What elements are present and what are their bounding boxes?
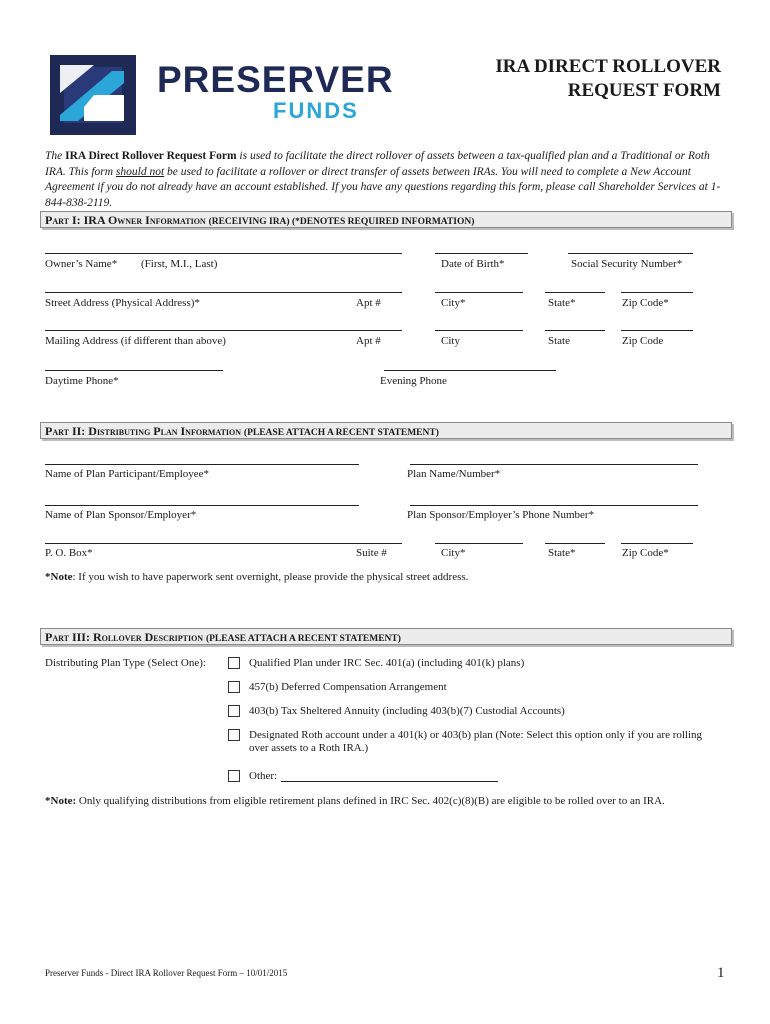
street-label: Street Address (Physical Address)*	[45, 297, 200, 309]
footer-text: Preserver Funds - Direct IRA Rollover Request Form – 10/01/2015	[45, 968, 288, 978]
intro-text: The	[45, 150, 66, 162]
form-title	[495, 55, 721, 103]
mailing-apt-label: Apt #	[356, 335, 381, 347]
ssn-label: Social Security Number*	[571, 258, 683, 270]
ssn-field[interactable]	[568, 253, 693, 254]
option-qualified-checkbox[interactable]	[228, 657, 240, 669]
plan-name-field[interactable]	[410, 464, 698, 465]
participant-label: Name of Plan Participant/Employee*	[45, 468, 210, 480]
owner-name-label: Owner’s Name*	[45, 258, 118, 270]
day-phone-label: Daytime Phone*	[45, 375, 119, 387]
plan-type-label: Distributing Plan Type (Select One):	[45, 657, 206, 669]
note-text: Only qualifying distributions from eligible retirement plans defined in IRC Sec. 402(c)(8)(B) are eligible to be rolled over to an IRA.	[76, 795, 665, 807]
plan-zip-field[interactable]	[621, 543, 693, 544]
sponsor-phone-field[interactable]	[410, 505, 698, 506]
brand-subname: FUNDS	[273, 98, 359, 123]
page-number: 1	[717, 965, 725, 981]
form-title-line2: REQUEST FORM	[567, 80, 721, 101]
part3-header	[40, 628, 732, 645]
owner-name-field[interactable]	[45, 253, 402, 254]
mailing-zip-label: Zip Code	[622, 335, 664, 347]
participant-field[interactable]	[45, 464, 359, 465]
plan-zip-label: Zip Code*	[622, 547, 669, 559]
mailing-zip-field[interactable]	[621, 330, 693, 331]
eve-phone-field[interactable]	[384, 370, 556, 371]
part2-note	[45, 571, 468, 584]
part2-title: Part II: Distributing Plan Information	[45, 424, 242, 438]
part1-subtitle: (RECEIVING IRA) (*DENOTES REQUIRED INFORMATION)	[208, 217, 475, 227]
option-403b-checkbox[interactable]	[228, 705, 240, 717]
city-field[interactable]	[435, 292, 523, 293]
other-field[interactable]	[281, 781, 498, 782]
state-field[interactable]	[545, 292, 605, 293]
mailing-field[interactable]	[45, 330, 402, 331]
dob-field[interactable]	[435, 253, 528, 254]
part1-header	[40, 211, 732, 228]
mailing-state-label: State	[548, 335, 570, 347]
option-roth-label-cont: over assets to a Roth IRA.)	[249, 742, 369, 754]
option-roth-checkbox[interactable]	[228, 729, 240, 741]
intro-paragraph	[45, 149, 725, 211]
street-field[interactable]	[45, 292, 402, 293]
po-box-label: P. O. Box*	[45, 547, 93, 559]
mailing-city-field[interactable]	[435, 330, 523, 331]
note-label: *Note	[45, 571, 73, 583]
sponsor-label: Name of Plan Sponsor/Employer*	[45, 509, 197, 521]
intro-form-name: IRA Direct Rollover Request Form	[65, 150, 237, 162]
suite-label: Suite #	[356, 547, 387, 559]
mailing-state-field[interactable]	[545, 330, 605, 331]
plan-name-label: Plan Name/Number*	[407, 468, 501, 480]
sponsor-field[interactable]	[45, 505, 359, 506]
dob-label: Date of Birth*	[441, 258, 505, 270]
plan-state-field[interactable]	[545, 543, 605, 544]
note-text: : If you wish to have paperwork sent overnight, please provide the physical street address.	[72, 571, 469, 583]
plan-city-label: City*	[441, 547, 466, 559]
po-box-field[interactable]	[45, 543, 402, 544]
state-label: State*	[548, 297, 576, 309]
option-other-label: Other:	[249, 770, 278, 782]
plan-city-field[interactable]	[435, 543, 523, 544]
part2-subtitle: (PLEASE ATTACH A RECENT STATEMENT)	[243, 428, 439, 438]
sponsor-phone-label: Plan Sponsor/Employer’s Phone Number*	[407, 509, 595, 521]
option-457b-checkbox[interactable]	[228, 681, 240, 693]
zip-field[interactable]	[621, 292, 693, 293]
owner-name-hint: (First, M.I., Last)	[141, 258, 218, 270]
intro-emphasis: should not	[115, 165, 165, 178]
intro-text: be used to facilitate a rollover or direct transfer of assets between IRAs. You will need to complete a New Account Agreement if you do not already have an account established. If you have any questions regarding this form, please call Shareholder Services at 1-844-838-2119.	[45, 165, 721, 209]
part3-note	[45, 795, 665, 808]
option-other-checkbox[interactable]	[228, 770, 240, 782]
part3-subtitle: (PLEASE ATTACH A RECENT STATEMENT)	[205, 634, 401, 644]
option-403b-label: 403(b) Tax Sheltered Annuity (including 403(b)(7) Custodial Accounts)	[249, 705, 565, 717]
intro-text: is used to facilitate the direct rollover of assets between a tax-qualified plan and a Traditional or Roth IRA. This form	[45, 150, 710, 178]
apt-label: Apt #	[356, 297, 381, 309]
eve-phone-label: Evening Phone	[380, 375, 447, 387]
city-label: City*	[441, 297, 466, 309]
zip-label: Zip Code*	[622, 297, 669, 309]
form-title-line1: IRA DIRECT ROLLOVER	[495, 56, 721, 77]
option-roth-label: Designated Roth account under a 401(k) or 403(b) plan (Note: Select this option only if you are rolling	[249, 729, 703, 741]
brand-name: PRESERVER	[157, 59, 394, 100]
option-qualified-label: Qualified Plan under IRC Sec. 401(a) (including 401(k) plans)	[249, 657, 525, 669]
day-phone-field[interactable]	[45, 370, 223, 371]
part1-title: Part I: IRA Owner Information	[45, 213, 206, 227]
part2-header	[40, 422, 732, 439]
option-457b-label: 457(b) Deferred Compensation Arrangement	[249, 681, 447, 693]
mailing-label: Mailing Address (if different than above)	[45, 335, 226, 347]
mailing-city-label: City	[441, 335, 460, 347]
preserver-logo-icon	[50, 55, 136, 135]
part3-title: Part III: Rollover Description	[45, 630, 204, 644]
plan-state-label: State*	[548, 547, 576, 559]
note-label: *Note:	[45, 795, 77, 807]
